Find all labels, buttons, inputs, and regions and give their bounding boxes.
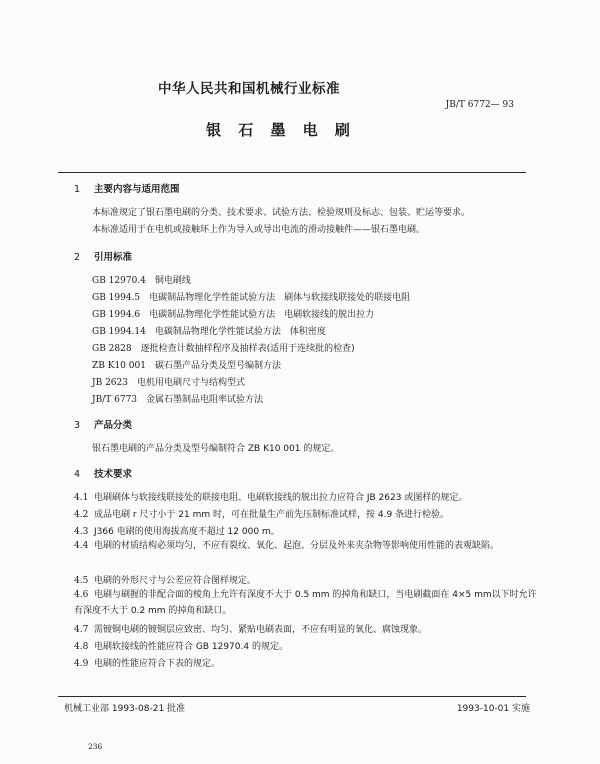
section-1-para-1: 本标准规定了银石墨电刷的分类、技术要求、试验方法、检验规则及标志、包装、贮运等要求。: [92, 208, 471, 218]
section-2-number: 2: [74, 252, 81, 263]
reference-title: 电碳制品物理化学性能试验方法 体积密度: [154, 327, 326, 337]
reference-title: 逐批检查计数抽样程序及抽样表(适用于连续批的检查): [140, 344, 355, 354]
reference-title: 碳石墨产品分类及型号编制方法: [154, 361, 281, 371]
reference-title: 电碳制品物理化学性能试验方法 电刷软接线的脱出拉力: [149, 310, 375, 320]
section-3-heading: [74, 417, 132, 431]
requirement-text: 成品电刷 r 尺寸小于 21 mm 时，可在批量生产前先压制标准试样，按 4.9 条进行检验。: [94, 510, 450, 520]
reference-code: GB 1994.5: [92, 293, 141, 303]
requirement-item: [74, 656, 220, 669]
reference-code: GB 2828: [92, 344, 132, 354]
requirement-number: 4.4: [74, 541, 89, 551]
top-rule: [58, 172, 526, 173]
reference-item: [92, 392, 263, 405]
reference-item: [92, 341, 355, 354]
requirement-item: [74, 538, 540, 554]
requirement-item: [74, 639, 288, 652]
requirement-item: [74, 507, 449, 520]
reference-item: [92, 324, 326, 337]
section-1-title: 主要内容与适用范围: [94, 184, 180, 195]
page-number: 236: [88, 742, 103, 751]
reference-code: JB 2623: [92, 378, 128, 388]
reference-title: 金属石墨制品电阻率试验方法: [146, 395, 264, 405]
reference-title: 铜电刷线: [154, 276, 191, 286]
requirement-text: 电刷的性能应符合下表的规定。: [94, 659, 221, 669]
reference-code: GB 1994.6: [92, 310, 141, 320]
reference-item: [92, 273, 191, 286]
section-2-heading: [74, 249, 132, 263]
section-3-number: 3: [74, 420, 81, 431]
standard-number: JB/T 6772— 93: [445, 100, 514, 110]
reference-code: GB 12970.4: [92, 276, 146, 286]
reference-item: [92, 358, 281, 371]
requirement-number: 4.6: [74, 590, 89, 600]
reference-item: [92, 307, 374, 320]
approval-date: 机械工业部 1993-08-21 批准: [64, 704, 186, 714]
section-3-para: 银石墨电刷的产品分类及型号编制符合 ZB K10 001 的规定。: [92, 444, 340, 454]
requirement-number: 4.1: [74, 493, 89, 503]
requirement-number: 4.9: [74, 659, 89, 669]
requirement-number: 4.7: [74, 625, 89, 635]
section-2-title: 引用标准: [94, 252, 133, 263]
section-3-title: 产品分类: [94, 420, 133, 431]
reference-title: 电机用电刷尺寸与结构型式: [137, 378, 246, 388]
section-1-para-2: 本标准适用于在电机或接触环上作为导入或导出电流的滑动接触件——银石墨电刷。: [92, 225, 426, 235]
reference-item: [92, 290, 410, 303]
requirement-number: 4.3: [74, 527, 89, 537]
section-4-title: 技术要求: [94, 469, 133, 480]
requirement-text: 电刷软接线的性能应符合 GB 12970.4 的规定。: [94, 642, 288, 652]
issuing-org: 中华人民共和国机械行业标准: [158, 81, 340, 97]
requirement-item: [74, 524, 280, 537]
section-4-number: 4: [74, 469, 81, 480]
requirement-text: 需镀铜电刷的镀铜层应致密、均匀、紧贴电刷表面，不应有明显的氧化、腐蚀现象。: [94, 625, 428, 635]
requirement-number: 4.8: [74, 642, 89, 652]
requirement-text: 电刷的材质结构必须均匀，不应有裂纹、氧化、起泡、分层及外来夹杂物等影响使用性能的表观缺陷。: [94, 541, 500, 551]
reference-code: GB 1994.14: [92, 327, 146, 337]
requirement-item: [74, 587, 540, 619]
reference-item: [92, 375, 245, 388]
requirement-item: [74, 573, 256, 586]
requirement-number: 4.2: [74, 510, 89, 520]
requirement-number: 4.5: [74, 576, 89, 586]
reference-code: JB/T 6773: [92, 395, 138, 405]
requirement-item: [74, 622, 427, 635]
section-4-heading: [74, 466, 132, 480]
requirement-text: 电刷与刷握的非配合面的棱角上允许有深度不大于 0.5 mm 的掉角和缺口，当电刷截面在 4×5 mm以下时允许有深度不大于 0.2 mm 的掉角和缺口。: [74, 590, 537, 616]
reference-code: ZB K10 001: [92, 361, 146, 371]
section-1-heading: [74, 181, 180, 195]
requirement-text: J366 电刷的使用海拔高度不超过 12 000 m。: [94, 527, 280, 537]
requirement-text: 电刷的外形尺寸与公差应符合图样规定。: [94, 576, 257, 586]
implementation-date: 1993-10-01 实施: [456, 704, 530, 714]
bottom-rule: [58, 696, 526, 697]
requirement-text: 电刷刷体与软接线联接处的联接电阻、电刷软接线的脱出拉力应符合 JB 2623 或图样的规定。: [94, 493, 468, 503]
section-1-number: 1: [74, 184, 81, 195]
document-title: 银 石 墨 电 刷: [206, 121, 356, 139]
requirement-item: [74, 490, 467, 503]
reference-title: 电碳制品物理化学性能试验方法 刷体与软接线联接处的联接电阻: [149, 293, 411, 303]
